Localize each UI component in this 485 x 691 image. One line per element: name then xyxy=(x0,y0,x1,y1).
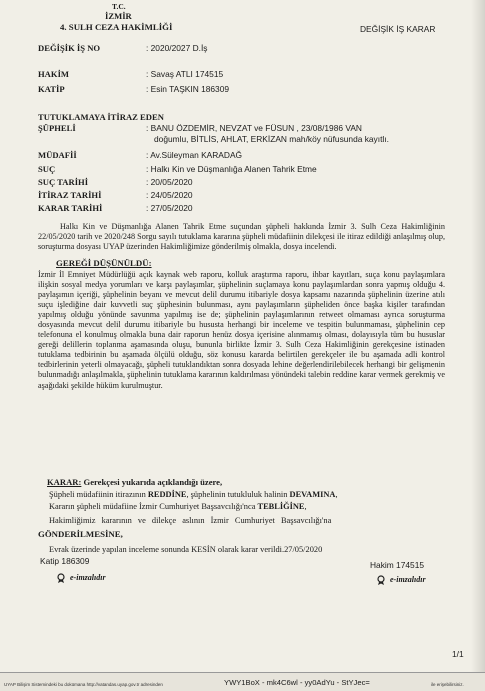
karar-title-rest: Gerekçesi yukarıda açıklandığı üzere, xyxy=(81,477,223,487)
degisik-is-value: : 2020/2027 D.İş xyxy=(146,43,208,53)
katip-signature: Katip 186309 xyxy=(40,556,90,566)
karar-title: KARAR: xyxy=(47,477,82,487)
gerekce-paragraph: İzmir İl Emniyet Müdürlüğü açık kaynak web raporu, kolluk araştırma raporu, ihbar kayıtları, suça konu paylaşımlara ilişkin sosyal medya yorumları ve karşı paylaşımlar, şüphelinin suçlamaya konu paylaşımlardan sonra yapmış olduğu 4. paylaşımın içeriği, şüphelinin beyanı ve mevcut delil durumu itibariyle dosya kapsamı nazarında şüphelinin üzerine atılı suçu işlediğine dair kuvvetli suç şüphesinin bulunması, aynı paylaşımların şüpheliden önce başka kişiler tarafından yapılmış olduğu yönünde savunma yapılmış ise de; şüphelinin paylaşımlarının retweet olmaması ayrıca soruşturma dosyasında mevcut delil durumu itibariyle bu hususta herhangi bir inceleme ve tespitin bulunmaması, şüphelinin cep telefonuna el konulmuş olmakla buna dair raporun henüz dosya içerisine alınmamış olması, dolayısıyla tüm bu hususlar gereği delillerin toplanma aşamasında oluşu, bununla birlikte İzmir 3. Sulh Ceza Hakimliğinin gerekçesine istinaden tutuklama tedbirinin bu aşamada ölçülü olduğu, söz konusu kararda belirtilen gerekçeler ile bu aşamada adli kontrol tedbirlerinin yeterli olmayacağı, şüpheli tutuklandıktan sonra dosyada lehine değerlendirilebilecek herhangi bir gelişmenin bulunmadığı anlaşılmakla, şüphelinin tutuklama kararının kaldırılması yönündeki talebin reddine karar vermek gerekmiş ve aşağıdaki şekilde hüküm kurulmuştur. xyxy=(38,270,445,390)
suc-tarihi-value: : 20/05/2020 xyxy=(146,177,193,187)
suc-value: : Halkı Kin ve Düşmanlığa Alanen Tahrik Etme xyxy=(146,164,317,174)
itiraz-tarihi-value: : 24/05/2020 xyxy=(146,190,193,200)
hakim-signature: Hakim 174515 xyxy=(370,560,425,570)
e-imza-left: e-imzalıdır xyxy=(56,573,106,583)
tebligine-text: TEBLİĞİNE xyxy=(257,502,305,511)
e-imza-right: e-imzalıdır xyxy=(376,575,426,585)
uyap-footer xyxy=(0,672,485,691)
katip-value: : Esin TAŞKIN 186309 xyxy=(146,84,230,94)
page-number: 1/1 xyxy=(452,649,464,659)
e-signature-icon xyxy=(56,573,66,583)
itiraz-tarihi-label: İTİRAZ TARİHİ xyxy=(38,190,102,200)
header-city: İZMİR xyxy=(105,11,132,21)
karar-line-5: Evrak üzerinde yapılan inceleme sonunda KESİN olarak karar verildi.27/05/2020 xyxy=(49,545,323,554)
court-name: 4. SULH CEZA HAKİMLİĞİ xyxy=(60,22,173,32)
hakim-value: : Savaş ATLI 174515 xyxy=(146,69,224,79)
e-signature-icon xyxy=(376,575,386,585)
document-type: DEĞİŞİK İŞ KARAR xyxy=(360,24,436,34)
supheli-value-line2: doğumlu, BİTLİS, AHLAT, ERKİZAN mah/köy nüfusunda kayıtlı. xyxy=(154,134,389,144)
uyap-note-end: ile erişebilirsiniz. xyxy=(431,682,464,687)
gonderilmesine-text: GÖNDERİLMESİNE, xyxy=(38,529,123,539)
karar-tarihi-label: KARAR TARİHİ xyxy=(38,203,103,213)
supheli-value-line1: : BANU ÖZDEMİR, NEVZAT ve FÜSUN , 23/08/1986 VAN xyxy=(146,123,362,133)
intro-paragraph: Halkı Kin ve Düşmanlığa Alanen Tahrik Etme suçundan şüpheli hakkında İzmir 3. Sulh Ceza Hakimliğinin 22/05/2020 tarih ve 2020/248 Sorgu sayılı tutuklama kararına şüpheli müdafiinin dilekçesi ile itiraz edildiği anlaşılmış olup, soruşturma dosyası UYAP üzerinden Hakimliğimize gönderilmiş olmakla, dosya incelendi. xyxy=(38,222,445,252)
hakim-label: HAKİM xyxy=(38,69,70,79)
supheli-label: ŞÜPHELİ xyxy=(38,123,76,133)
mudafii-value: : Av.Süleyman KARADAĞ xyxy=(146,150,243,160)
karar-line-1: Şüpheli müdafiinin itirazının REDDİNE, şüphelinin tutukluluk halinin DEVAMINA, xyxy=(49,490,338,499)
header-tc: T.C. xyxy=(112,2,126,11)
suc-tarihi-label: SUÇ TARİHİ xyxy=(38,177,89,187)
suc-label: SUÇ xyxy=(38,164,56,174)
mudafii-label: MÜDAFİİ xyxy=(38,150,77,160)
karar-heading xyxy=(47,477,222,487)
degisik-is-label: DEĞİŞİK İŞ NO xyxy=(38,43,101,53)
karar-tarihi-value: : 27/05/2020 xyxy=(146,203,193,213)
gerekce-title: GEREĞİ DÜŞÜNÜLDÜ: xyxy=(56,258,152,268)
karar-line-3: Hakimliğimiz kararının ve dilekçe aslının İzmir Cumhuriyet Başsavcılığı'na xyxy=(49,516,332,525)
reddine-text: REDDİNE xyxy=(147,490,187,499)
uyap-note: UYAP Bilişim Sistemindeki bu dokümana http://vatandas.uyap.gov.tr adresinden xyxy=(4,682,163,687)
karar-line-2: Kararın şüpheli müdafiine İzmir Cumhuriyet Başsavcılığı'nca TEBLİĞİNE, xyxy=(49,502,307,511)
itiraz-eden-label: TUTUKLAMAYA İTİRAZ EDEN xyxy=(38,112,164,122)
devamina-text: DEVAMINA xyxy=(289,490,336,499)
verification-code: YWY1BoX - mk4C6wl - yy0AdYu - StYJec= xyxy=(224,678,370,687)
katip-label: KATİP xyxy=(38,84,65,94)
